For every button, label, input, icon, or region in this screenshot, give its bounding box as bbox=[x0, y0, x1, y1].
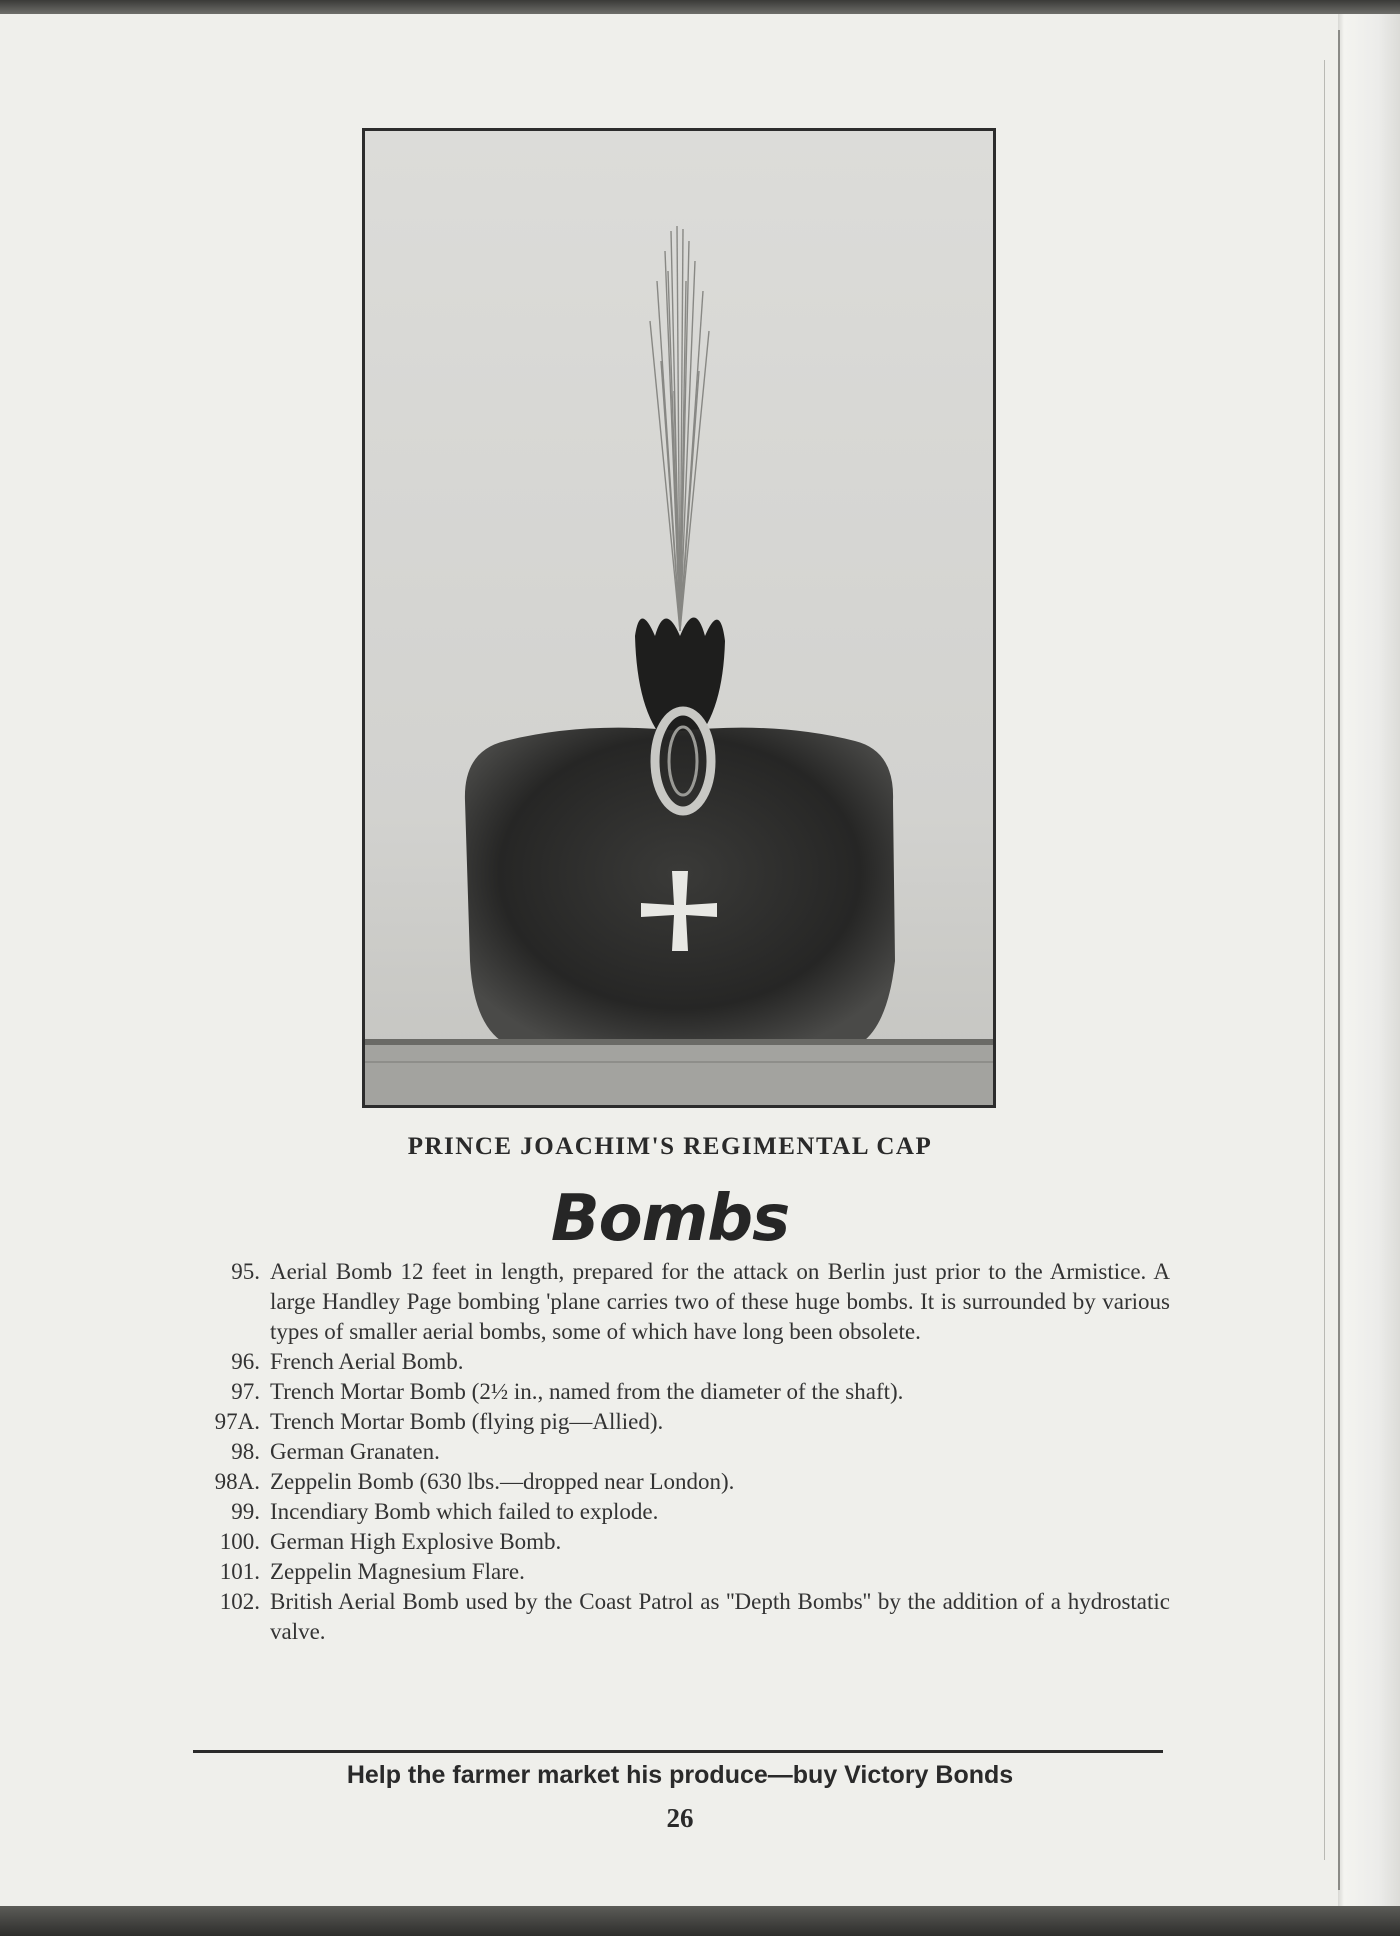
item-text: French Aerial Bomb. bbox=[270, 1349, 464, 1374]
item-text: German Granaten. bbox=[270, 1439, 440, 1464]
list-item bbox=[190, 1557, 1170, 1587]
footer-divider bbox=[193, 1750, 1163, 1753]
item-text: Aerial Bomb 12 feet in length, prepared for the attack on Berlin just prior to the Armistice. A large Handley Page bombing 'plane carries two of these huge bombs. It is surrounded by various types of smaller aerial bombs, some of which have long been obsolete. bbox=[270, 1259, 1170, 1344]
item-number: 100. bbox=[219, 1529, 260, 1554]
page-fold-line bbox=[1324, 60, 1325, 1860]
list-item bbox=[190, 1347, 1170, 1377]
section-title: Bombs bbox=[550, 1182, 790, 1256]
item-text: Zeppelin Magnesium Flare. bbox=[270, 1559, 525, 1584]
photo-caption: PRINCE JOACHIM'S REGIMENTAL CAP bbox=[407, 1133, 933, 1160]
list-item bbox=[190, 1527, 1170, 1557]
item-number: 97. bbox=[231, 1379, 260, 1404]
footer-slogan: Help the farmer market his produce—buy Victory Bonds bbox=[346, 1761, 1014, 1789]
item-number: 95. bbox=[231, 1259, 260, 1284]
regimental-cap-photo bbox=[362, 128, 996, 1108]
item-number: 98A. bbox=[214, 1469, 260, 1494]
list-item bbox=[190, 1437, 1170, 1467]
bomb-item-list bbox=[190, 1257, 1170, 1647]
item-text: British Aerial Bomb used by the Coast Patrol as ''Depth Bombs'' by the addition of a hydrostatic valve. bbox=[270, 1589, 1170, 1644]
scan-top-edge bbox=[0, 0, 1400, 14]
item-number: 101. bbox=[219, 1559, 260, 1584]
list-item bbox=[190, 1587, 1170, 1647]
item-text: Incendiary Bomb which failed to explode. bbox=[270, 1499, 659, 1524]
list-item bbox=[190, 1257, 1170, 1347]
item-number: 99. bbox=[231, 1499, 260, 1524]
item-text: Zeppelin Bomb (630 lbs.—dropped near London). bbox=[270, 1469, 735, 1494]
item-text: Trench Mortar Bomb (flying pig—Allied). bbox=[270, 1409, 664, 1434]
shelf-grain bbox=[365, 1061, 993, 1063]
page-number: 26 bbox=[666, 1803, 694, 1833]
list-item bbox=[190, 1497, 1170, 1527]
item-text: Trench Mortar Bomb (2½ in., named from the diameter of the shaft). bbox=[270, 1379, 904, 1404]
shelf bbox=[365, 1039, 993, 1105]
list-item bbox=[190, 1377, 1170, 1407]
spine-edge-line bbox=[1338, 30, 1340, 1890]
cap-photo-illustration bbox=[365, 131, 993, 1105]
item-number: 102. bbox=[219, 1589, 260, 1614]
scan-bottom-edge bbox=[0, 1906, 1400, 1936]
item-text: German High Explosive Bomb. bbox=[270, 1529, 562, 1554]
item-number: 98. bbox=[231, 1439, 260, 1464]
list-item bbox=[190, 1467, 1170, 1497]
book-spine bbox=[1338, 14, 1400, 1906]
item-number: 97A. bbox=[214, 1409, 260, 1434]
list-item bbox=[190, 1407, 1170, 1437]
shelf-edge bbox=[365, 1039, 993, 1045]
item-number: 96. bbox=[231, 1349, 260, 1374]
